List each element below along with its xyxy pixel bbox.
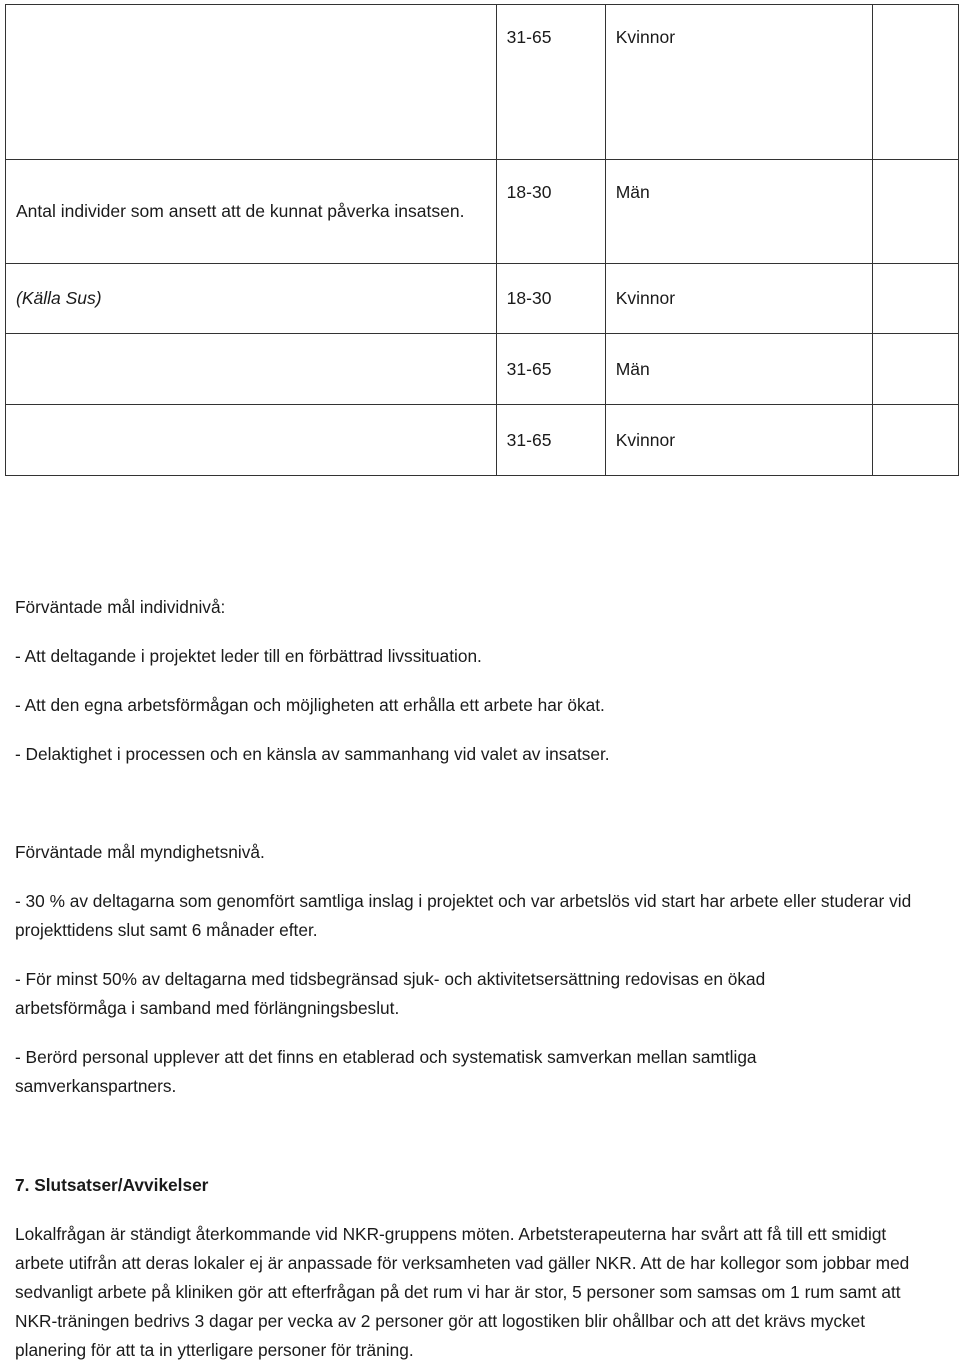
table-cell-empty <box>872 405 958 476</box>
table-cell-description <box>6 334 497 405</box>
individ-item: - Att deltagande i projektet leder till en förbättrad livssituation. <box>15 646 482 666</box>
table-cell-gender: Kvinnor <box>605 5 872 160</box>
table-row <box>6 160 959 264</box>
table-cell-description: (Källa Sus) <box>6 264 497 334</box>
table-cell-gender: Kvinnor <box>605 264 872 334</box>
table-row <box>6 334 959 405</box>
myndighet-item: - Berörd personal upplever att det finns en etablerad och systematisk samverkan mellan samtliga samverkanspartners. <box>15 1047 757 1096</box>
table-cell-age: 18-30 <box>496 160 605 264</box>
table-cell-empty <box>872 334 958 405</box>
table-cell-empty <box>872 5 958 160</box>
table-cell-gender: Män <box>605 334 872 405</box>
statistics-table <box>5 4 959 476</box>
table-cell-empty <box>872 264 958 334</box>
table-cell-age: 18-30 <box>496 264 605 334</box>
table-row <box>6 5 959 160</box>
table-cell-description <box>6 405 497 476</box>
individ-item: - Delaktighet i processen och en känsla av sammanhang vid valet av insatser. <box>15 744 610 764</box>
table-cell-age: 31-65 <box>496 5 605 160</box>
myndighet-item: - För minst 50% av deltagarna med tidsbegränsad sjuk- och aktivitetsersättning redovisas en ökad arbetsförmåga i samband med förlängningsbeslut. <box>15 969 766 1018</box>
table-cell-gender: Kvinnor <box>605 405 872 476</box>
section-body: Lokalfrågan är ständigt återkommande vid NKR-gruppens möten. Arbetsterapeuterna har svårt att få till ett smidigt arbete utifrån att deras lokaler ej är anpassade för verksamheten vad gäller NKR. Att de har kollegor som jobbar med sedvanligt arbete på kliniken gör att efterfrågan på det rum vi har är stor, 5 personer som samsas om 1 rum samt att NKR-träningen bedrivs 3 dagar per vecka av 2 personer gör att logostiken blir ohållbar och att det krävs mycket planering för att ta in ytterligare personer för träning. <box>15 1224 910 1360</box>
table-cell-age: 31-65 <box>496 334 605 405</box>
table-cell-gender: Män <box>605 160 872 264</box>
myndighet-item: - 30 % av deltagarna som genomfört samtliga inslag i projektet och var arbetslös vid start har arbete eller studerar vid projekttidens slut samt 6 månader efter. <box>15 891 912 940</box>
individ-item: - Att den egna arbetsförmågan och möjligheten att erhålla ett arbete har ökat. <box>15 695 605 715</box>
table-row <box>6 264 959 334</box>
table-cell-description <box>6 5 497 160</box>
myndighet-heading: Förväntade mål myndighetsnivå. <box>15 842 265 862</box>
table-row <box>6 405 959 476</box>
individ-heading: Förväntade mål individnivå: <box>15 597 226 617</box>
table-cell-age: 31-65 <box>496 405 605 476</box>
table-cell-description: Antal individer som ansett att de kunnat påverka insatsen. <box>6 160 497 264</box>
section-heading: 7. Slutsatser/Avvikelser <box>15 1175 209 1195</box>
table-cell-empty <box>872 160 958 264</box>
